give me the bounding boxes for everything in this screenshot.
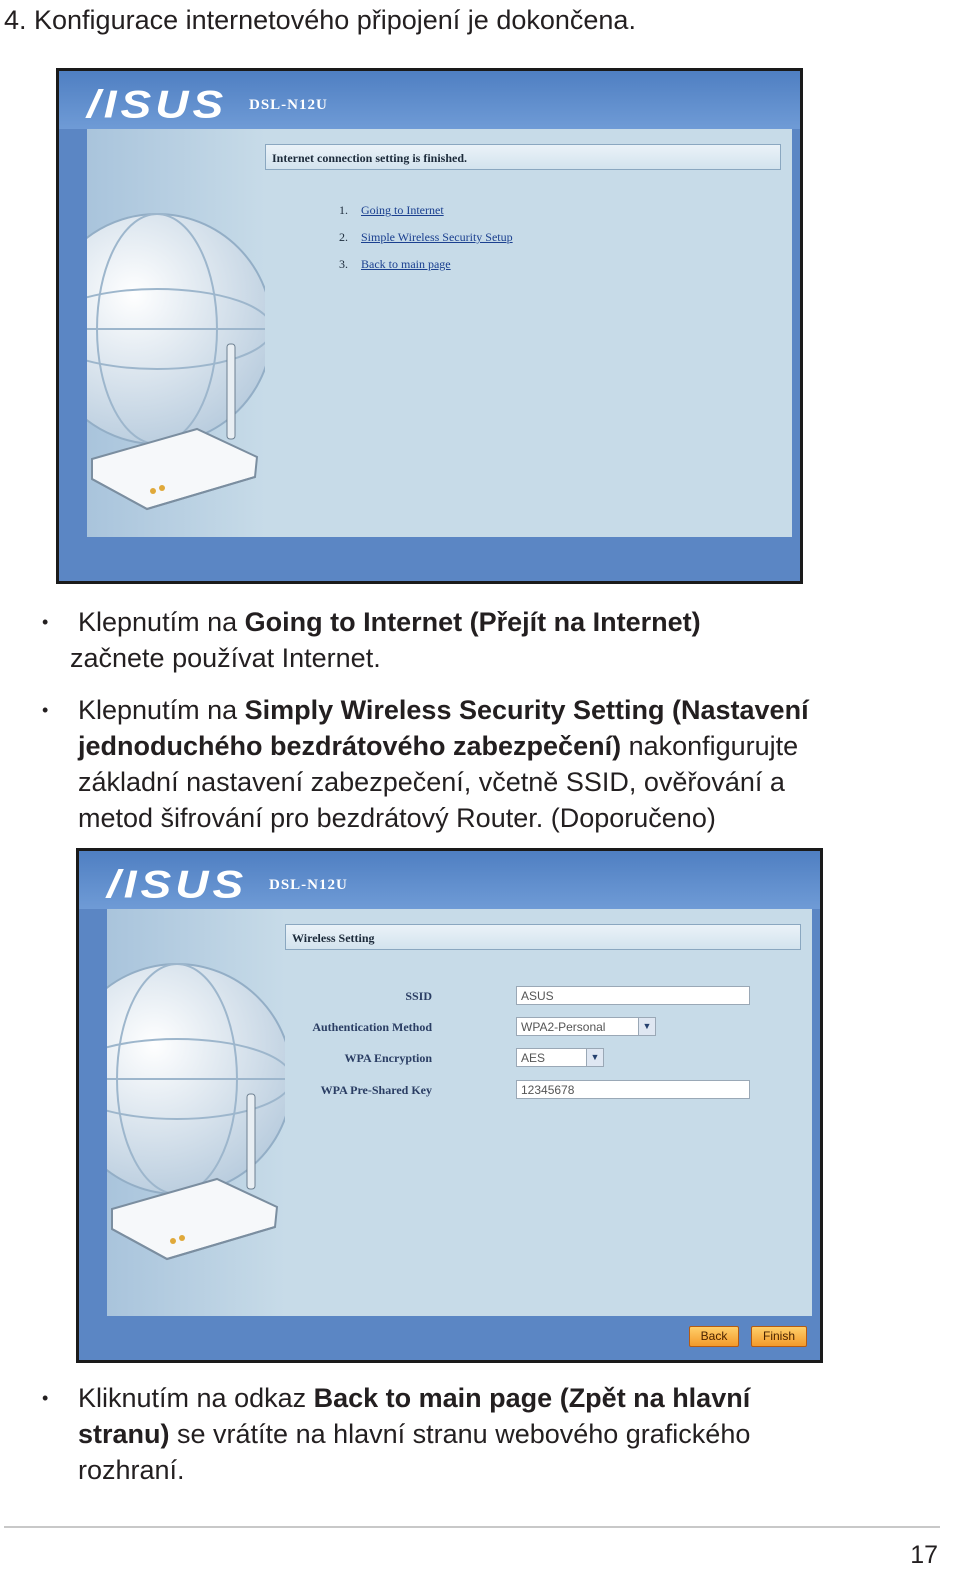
- simple-wireless-security-setup-link[interactable]: Simple Wireless Security Setup: [361, 230, 513, 244]
- paragraph-line: [78, 1380, 750, 1416]
- ssid-input[interactable]: ASUS: [516, 986, 750, 1005]
- link-number: 3.: [339, 257, 348, 271]
- router-header: [59, 71, 800, 129]
- text: Klepnutím na: [78, 695, 245, 725]
- screenshot-connection-finished: [56, 68, 803, 584]
- wpa-encryption-select[interactable]: [516, 1048, 604, 1067]
- bullet-going-to-internet: [70, 604, 701, 676]
- ssid-label: SSID: [405, 989, 432, 1003]
- next-step-links: [339, 197, 513, 278]
- back-button[interactable]: Back: [689, 1326, 739, 1347]
- going-to-internet-link[interactable]: Going to Internet: [361, 203, 444, 217]
- router-header: [79, 851, 820, 909]
- router-content: [107, 909, 812, 1316]
- back-to-main-page-link[interactable]: Back to main page: [361, 257, 451, 271]
- text: nakonfigurujte: [621, 731, 799, 761]
- link-row-simple-wireless: [339, 224, 513, 251]
- router-footer-bar: [59, 537, 800, 581]
- wpa-encryption-label: WPA Encryption: [344, 1051, 432, 1065]
- link-number: 2.: [339, 230, 348, 244]
- bold-text: Simply Wireless Security Setting (Nastavení: [244, 695, 809, 725]
- authentication-method-label: Authentication Method: [312, 1020, 432, 1034]
- wpa-pre-shared-key-label: WPA Pre-Shared Key: [320, 1083, 432, 1097]
- selected-value: AES: [521, 1051, 546, 1065]
- bullet-marker: •: [42, 612, 49, 632]
- bullet-simple-wireless: [78, 692, 809, 836]
- paragraph-line: začnete používat Internet.: [70, 643, 381, 673]
- paragraph-line: [78, 604, 701, 640]
- chevron-down-icon: ▼: [586, 1049, 603, 1066]
- page-number: 17: [910, 1541, 938, 1569]
- paragraph-line: základní nastavení zabezpečení, včetně SSID, ověřování a: [78, 767, 785, 797]
- chevron-down-icon: ▼: [638, 1018, 655, 1035]
- bold-text: Going to Internet (Přejít na Internet): [244, 607, 701, 637]
- side-illustration-panel: [107, 909, 285, 1316]
- selected-value: WPA2-Personal: [521, 1020, 606, 1034]
- asus-logo: /ISUS: [87, 81, 228, 127]
- section-title-bar: Wireless Setting: [285, 924, 801, 950]
- asus-logo: /ISUS: [107, 861, 248, 907]
- globe-router-icon: [87, 209, 265, 584]
- side-illustration-panel: [87, 129, 265, 537]
- paragraph-line: [78, 728, 809, 764]
- model-name: DSL-N12U: [269, 877, 348, 893]
- finish-button[interactable]: Finish: [751, 1326, 807, 1347]
- link-row-going-to-internet: [339, 197, 513, 224]
- text: Klepnutím na: [78, 607, 245, 637]
- router-footer-bar: [79, 1316, 820, 1360]
- link-number: 1.: [339, 203, 348, 217]
- bold-text: jednoduchého bezdrátového zabezpečení): [78, 731, 622, 761]
- bold-text: Back to main page (Zpět na hlavní: [313, 1383, 751, 1413]
- step-heading: 4. Konfigurace internetového připojení je dokončena.: [4, 5, 636, 35]
- bold-text: stranu): [78, 1419, 170, 1449]
- authentication-method-select[interactable]: [516, 1017, 656, 1036]
- paragraph-line: [78, 692, 809, 728]
- router-content: [87, 129, 792, 537]
- bullet-marker: •: [42, 1388, 49, 1408]
- globe-router-icon: [107, 959, 285, 1339]
- text: se vrátíte na hlavní stranu webového grafického: [169, 1419, 751, 1449]
- text: Kliknutím na odkaz: [78, 1383, 314, 1413]
- bullet-back-to-main: [78, 1380, 750, 1488]
- wpa-pre-shared-key-input[interactable]: 12345678: [516, 1080, 750, 1099]
- paragraph-line: [78, 1416, 750, 1452]
- section-title-bar: Internet connection setting is finished.: [265, 144, 781, 170]
- paragraph-line: rozhraní.: [78, 1455, 185, 1485]
- footer-divider: [4, 1526, 940, 1528]
- model-name: DSL-N12U: [249, 97, 328, 113]
- link-row-back-to-main: [339, 251, 513, 278]
- bullet-marker: •: [42, 700, 49, 720]
- screenshot-wireless-setting: [76, 848, 823, 1363]
- paragraph-line: metod šifrování pro bezdrátový Router. (Doporučeno): [78, 803, 716, 833]
